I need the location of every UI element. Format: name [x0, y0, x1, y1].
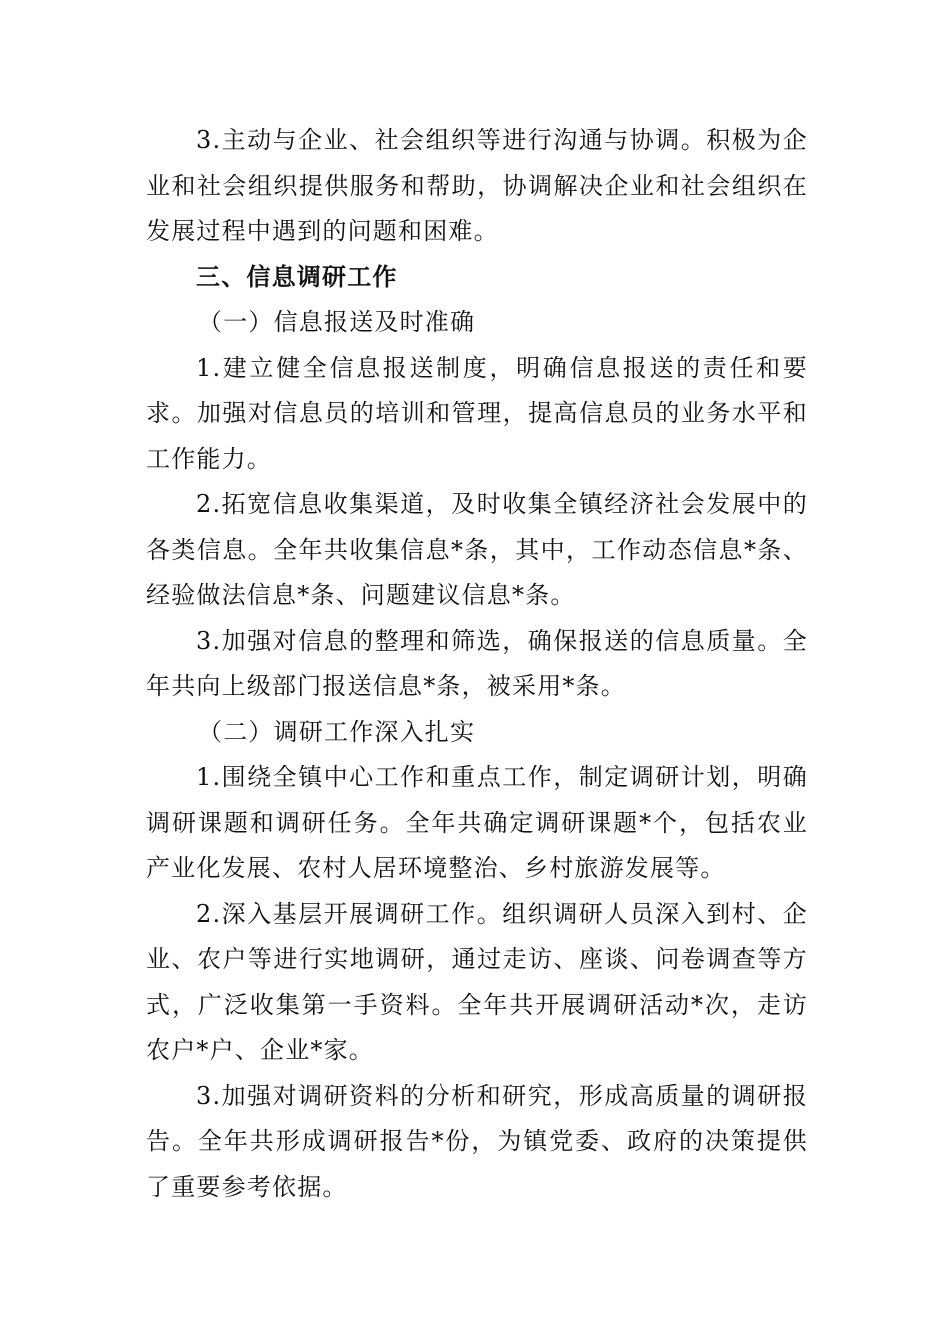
paragraph-info-channels: 2.拓宽信息收集渠道，及时收集全镇经济社会发展中的各类信息。全年共收集信息*条，其中，工作动态信息*条、经验做法信息*条、问题建议信息*条。 [146, 490, 808, 609]
subheading-info-reporting: （一）信息报送及时准确 [198, 308, 476, 336]
paragraph-field-research: 2.深入基层开展调研工作。组织调研人员深入到村、企业、农户等进行实地调研，通过走访、座谈、问卷调查等方式，广泛收集第一手资料。全年共开展调研活动*次，走访农户*户、企业*家。 [146, 899, 808, 1064]
document-body [146, 118, 808, 1210]
subheading-research-work: （二）调研工作深入扎实 [198, 717, 476, 746]
paragraph-coordination: 3.主动与企业、社会组织等进行沟通与协调。积极为企业和社会组织提供服务和帮助，协调解决企业和社会组织在发展过程中遇到的问题和困难。 [146, 126, 808, 245]
section-heading-info-research: 三、信息调研工作 [196, 262, 398, 291]
paragraph-reporting-system: 1.建立健全信息报送制度，明确信息报送的责任和要求。加强对信息员的培训和管理，提高信息员的业务水平和工作能力。 [146, 353, 808, 473]
paragraph-info-quality: 3.加强对信息的整理和筛选，确保报送的信息质量。全年共向上级部门报送信息*条，被采用*条。 [146, 626, 808, 700]
paragraph-research-plan: 1.围绕全镇中心工作和重点工作，制定调研计划，明确调研课题和调研任务。全年共确定调研课题*个，包括农业产业化发展、农村人居环境整治、乡村旅游发展等。 [146, 763, 808, 882]
paragraph-research-reports: 3.加强对调研资料的分析和研究，形成高质量的调研报告。全年共形成调研报告*份，为镇党委、政府的决策提供了重要参考依据。 [146, 1081, 808, 1201]
